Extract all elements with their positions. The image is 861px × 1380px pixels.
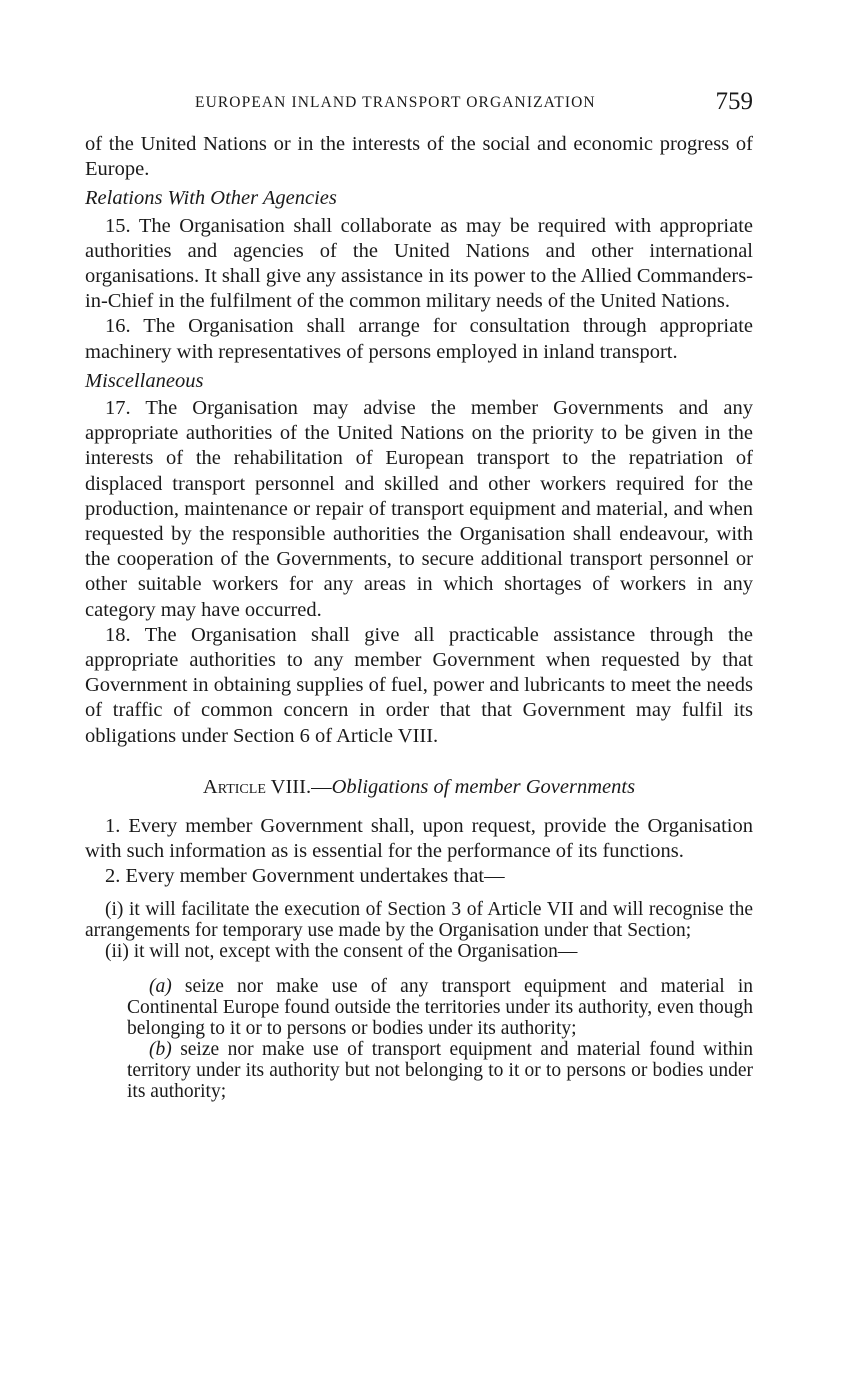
section-heading-miscellaneous: Miscellaneous [85,369,204,392]
running-title: EUROPEAN INLAND TRANSPORT ORGANIZATION [195,94,596,111]
paragraph-16: 16. The Organisation shall arrange for consultation through appropriate machinery with representatives of persons employed in inland transport. [85,315,753,363]
article-label: Article [202,775,266,798]
paragraph-17: 17. The Organisation may advise the member Governments and any appropriate authorities of the United Nations on the priority to be given in the interests of the rehabilitation of European transport to the repatriation of displaced transport personnel and skilled and other workers required for the production, maintenance or repair of transport equipment and material, and when requested by the responsible authorities the Organisation shall endeavour, with the cooperation of the Governments, to secure additional transport personnel or other suitable workers for any areas in which shortages of workers in any category may have occurred. [85,397,753,621]
paragraph-18: 18. The Organisation shall give all practicable assistance through the appropriate authorities to any member Government when requested by that Government in obtaining supplies of fuel, power and lubricants to meet the needs of traffic of common concern in order that that Government may fulfil its obligations under Section 6 of Article VIII. [85,623,753,747]
clause-ii: (ii) it will not, except with the consent of the Organisation— [105,941,578,963]
clause-i: (i) it will facilitate the execution of Section 3 of Article VII and will recognise the arrangements for temporary use made by the Organisation under that Section; [85,899,753,942]
article-number: VIII.— [270,775,332,798]
article-paragraph-2: 2. Every member Government undertakes that— [105,865,505,888]
continuation-paragraph: of the United Nations or in the interests of the social and economic progress of Europe. [85,133,753,181]
sub-clause-a-text: seize nor make use of any transport equipment and material in Continental Europe found outside the territories under its authority, even though belonging to it or to persons or bodies under its authority; [127,976,753,1040]
sub-clause-b-label: (b) [149,1039,172,1061]
article-title: Obligations of member Governments [331,775,636,798]
sub-clauses [85,976,753,1102]
running-header [85,88,753,120]
sub-clause-a-label: (a) [149,976,172,998]
paragraph-15: 15. The Organisation shall collaborate as may be required with appropriate authorities and agencies of the United Nations and other international organisations. It shall give any assistance in its power to the Allied Commanders-in-Chief in the fulfilment of the common military needs of the United Nations. [85,214,753,313]
article-paragraph-1: 1. Every member Government shall, upon request, provide the Organisation with such information as is essential for the performance of its functions. [85,814,753,863]
document-page [85,88,753,1102]
sub-clause-b [127,1039,753,1102]
sub-clause-b-text: seize nor make use of transport equipment and material found within territory under its authority but not belonging to it or to persons or bodies under its authority; [127,1039,753,1103]
article-heading [85,775,753,800]
page-number: 759 [715,88,753,115]
sub-clause-a [127,976,753,1039]
section-heading-relations: Relations With Other Agencies [85,187,337,210]
